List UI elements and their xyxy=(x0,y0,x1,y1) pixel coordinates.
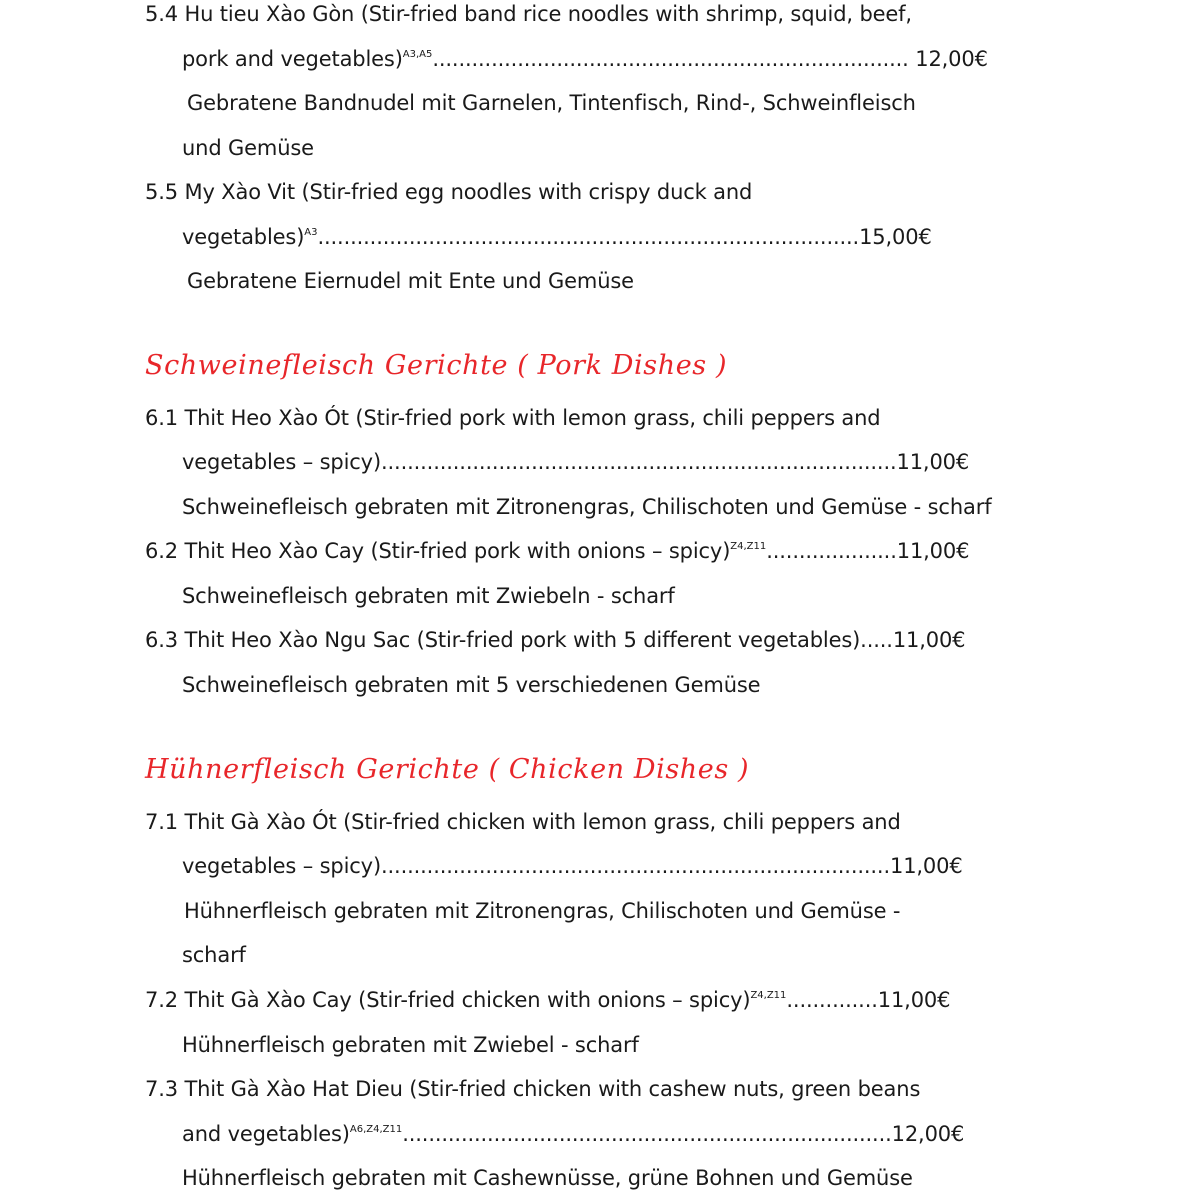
item-title: 7.3 Thit Gà Xào Hat Dieu (Stir-fried chicken with cashew nuts, green beans xyxy=(145,1077,921,1101)
allergen-codes: Z4,Z11 xyxy=(750,990,787,1001)
item-price: 11,00€ xyxy=(889,854,963,878)
allergen-codes: Z4,Z11 xyxy=(730,541,767,552)
dot-leader: .................... xyxy=(766,539,897,563)
item-title: 6.2 Thit Heo Xào Cay (Stir-fried pork with onions – spicy)$^{Z4,Z11}$....................11,00€ xyxy=(145,539,970,563)
item-price: 11,00€ xyxy=(877,988,951,1012)
dot-leader: ..... xyxy=(860,628,893,652)
item-translation: Schweinefleisch gebraten mit 5 verschiedenen Gemüse xyxy=(182,673,761,697)
item-title: 5.5 My Xào Vit (Stir-fried egg noodles with crispy duck and xyxy=(145,180,753,204)
item-translation: Gebratene Eiernudel mit Ente und Gemüse xyxy=(187,269,634,293)
item-title-continued: vegetables – spicy)..............................................................................11,00€ xyxy=(182,854,963,878)
item-translation: Hühnerfleisch gebraten mit Cashewnüsse, grüne Bohnen und Gemüse xyxy=(182,1166,913,1190)
allergen-codes: A3 xyxy=(304,227,318,238)
item-price: 11,00€ xyxy=(892,628,966,652)
item-price: 11,00€ xyxy=(896,539,970,563)
dot-leader: ............................................................................... xyxy=(381,450,897,474)
dot-leader: ................................................................................... xyxy=(317,225,860,249)
dot-leader: .............. xyxy=(786,988,878,1012)
item-title-continued: and vegetables)$^{A6,Z4,Z11}$...........................................................................12,00€ xyxy=(182,1122,965,1146)
item-title-continued: pork and vegetables)$^{A3,A5}$......................................................................... 12,00€ xyxy=(182,47,988,71)
item-price: 12,00€ xyxy=(891,1122,965,1146)
item-title: 5.4 Hu tieu Xào Gòn (Stir-fried band rice noodles with shrimp, squid, beef, xyxy=(145,2,912,26)
item-title: 7.2 Thit Gà Xào Cay (Stir-fried chicken with onions – spicy)$^{Z4,Z11}$..............11,00€ xyxy=(145,988,951,1012)
allergen-codes: A3,A5 xyxy=(402,49,433,60)
item-title-continued: vegetables)$^{A3}$...................................................................................15,00€ xyxy=(182,225,932,249)
section-heading-chicken: Hühnerfleisch Gerichte ( Chicken Dishes ) xyxy=(145,754,750,785)
item-translation: Schweinefleisch gebraten mit Zwiebeln - scharf xyxy=(182,584,675,608)
allergen-codes: A6,Z4,Z11 xyxy=(349,1124,403,1135)
dot-leader: .............................................................................. xyxy=(381,854,890,878)
item-price: 11,00€ xyxy=(896,450,970,474)
item-price: 12,00€ xyxy=(915,47,988,71)
item-translation: Gebratene Bandnudel mit Garnelen, Tintenfisch, Rind-, Schweinfleisch xyxy=(187,91,916,115)
dot-leader: ......................................................................... xyxy=(432,47,916,71)
item-translation: Schweinefleisch gebraten mit Zitronengras, Chilischoten und Gemüse - scharf xyxy=(182,495,992,519)
item-title: 6.3 Thit Heo Xào Ngu Sac (Stir-fried pork with 5 different vegetables).....11,00€ xyxy=(145,628,966,652)
section-heading-pork: Schweinefleisch Gerichte ( Pork Dishes ) xyxy=(145,350,728,381)
item-title: 6.1 Thit Heo Xào Ót (Stir-fried pork with lemon grass, chili peppers and xyxy=(145,406,881,430)
item-title: 7.1 Thit Gà Xào Ót (Stir-fried chicken with lemon grass, chili peppers and xyxy=(145,810,901,834)
item-price: 15,00€ xyxy=(859,225,932,249)
dot-leader: ........................................................................... xyxy=(402,1122,892,1146)
item-translation: Hühnerfleisch gebraten mit Zwiebel - scharf xyxy=(182,1033,639,1057)
item-title-continued: vegetables – spicy)...............................................................................11,00€ xyxy=(182,450,970,474)
item-translation: Hühnerfleisch gebraten mit Zitronengras, Chilischoten und Gemüse - xyxy=(184,899,901,923)
item-translation-continued: und Gemüse xyxy=(182,136,314,160)
item-translation-continued: scharf xyxy=(182,943,246,967)
